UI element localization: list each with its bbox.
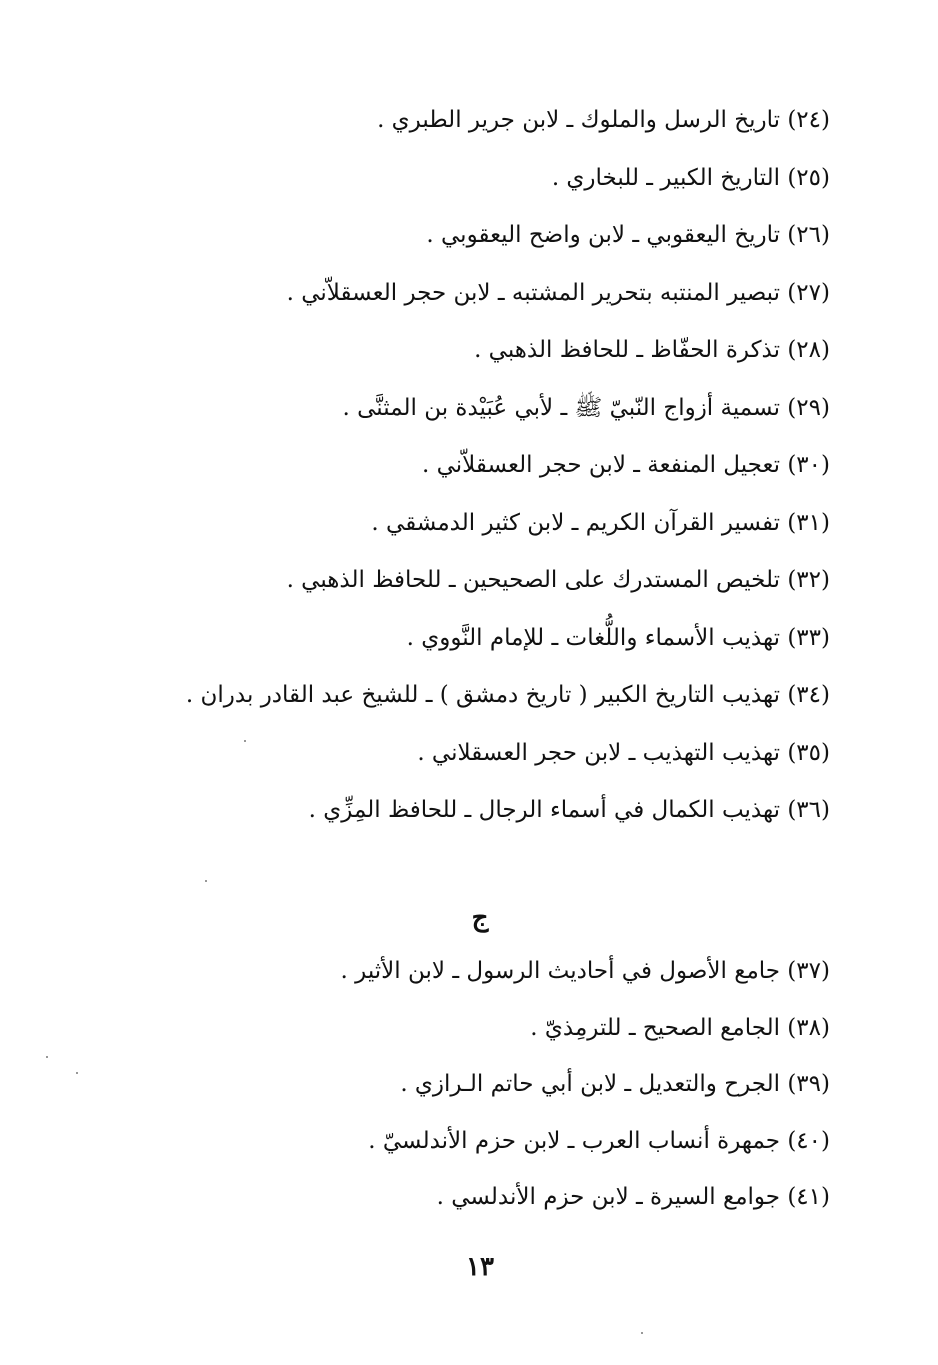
- bibliography-entry: (٣٠) تعجيل المنفعة ـ لابن حجر العسقلاّني .: [421, 452, 830, 478]
- bibliography-entry: (٢٤) تاريخ الرسل والملوك ـ لابن جرير الطبري .: [377, 107, 830, 133]
- bibliography-entry: (٣٢) تلخيص المستدرك على الصحيحين ـ للحافظ الذهبي .: [286, 567, 830, 593]
- page-number: ١٣: [466, 1252, 494, 1282]
- bibliography-entry: (٣٩) الجرح والتعديل ـ لابن أبي حاتم الـرازي .: [400, 1071, 830, 1097]
- scan-speck: [641, 1332, 643, 1334]
- bibliography-entry: (٢٦) تاريخ اليعقوبي ـ لابن واضح اليعقوبي .: [426, 222, 830, 248]
- bibliography-entry: (٤١) جوامع السيرة ـ لابن حزم الأندلسي .: [436, 1184, 830, 1210]
- bibliography-entry: (٣٧) جامع الأصول في أحاديث الرسول ـ لابن الأثير .: [340, 958, 830, 984]
- bibliography-entry: (٢٥) التاريخ الكبير ـ للبخاري .: [551, 164, 830, 191]
- bibliography-entry: (٣٣) تهذيب الأسماء واللُّغات ـ للإمام النَّووي .: [406, 624, 830, 651]
- scan-speck: [46, 1056, 48, 1058]
- scan-speck: [244, 740, 246, 742]
- bibliography-entry: (٢٩) تسمية أزواج النّبيّ ﷺ ـ لأبي عُبَيْدة بن المثنَّى .: [342, 394, 830, 421]
- section-heading-letter: ج: [471, 903, 489, 933]
- scan-speck: [205, 880, 207, 882]
- bibliography-entry: (٣٦) تهذيب الكمال في أسماء الرجال ـ للحافظ المِزِّي .: [308, 797, 830, 823]
- bibliography-entry: (٣٤) تهذيب التاريخ الكبير ( تاريخ دمشق ) ـ للشيخ عبد القادر بدران .: [185, 682, 830, 708]
- bibliography-entry: (٣٥) تهذيب التهذيب ـ لابن حجر العسقلاني .: [417, 739, 830, 766]
- bibliography-entry: (٤٠) جمهرة أنساب العرب ـ لابن حزم الأندلسيّ .: [368, 1127, 830, 1154]
- bibliography-list-jim: [70, 943, 830, 1226]
- bibliography-list-ta: [70, 92, 830, 840]
- bibliography-entry: (٣١) تفسير القرآن الكريم ـ لابن كثير الدمشقي .: [371, 509, 830, 536]
- bibliography-entry: (٣٨) الجامع الصحيح ـ للترمِذيّ .: [530, 1014, 830, 1041]
- bibliography-entry: (٢٧) تبصير المنتبه بتحرير المشتبه ـ لابن حجر العسقلاّني .: [286, 279, 830, 306]
- bibliography-entry: (٢٨) تذكرة الحفّاظ ـ للحافظ الذهبي .: [474, 337, 830, 363]
- scan-speck: [76, 1072, 78, 1074]
